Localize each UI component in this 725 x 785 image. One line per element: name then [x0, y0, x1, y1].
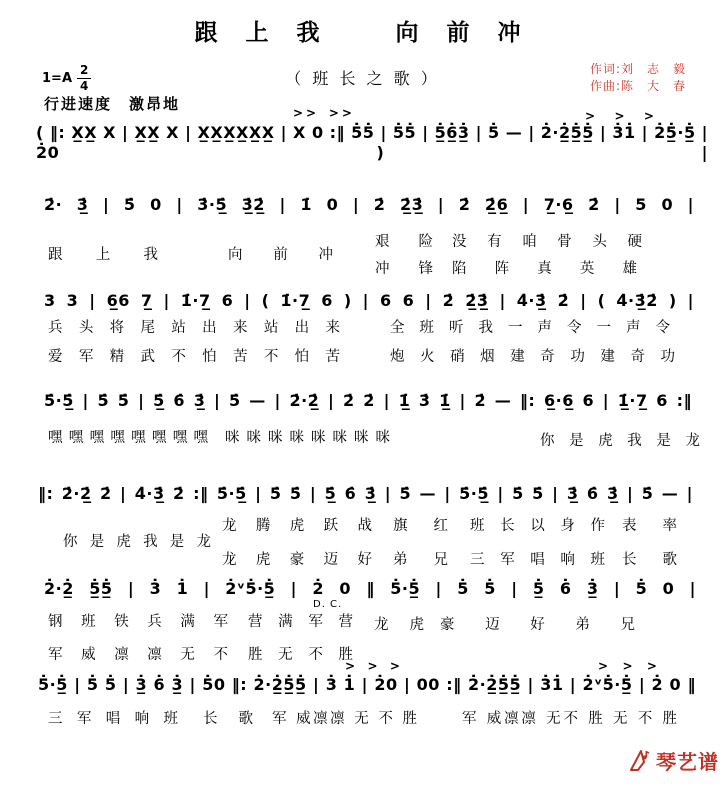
- lyric-segment: 班 长 以 身 作: [470, 518, 605, 534]
- composer-credit: 作曲:陈 大 春: [590, 79, 687, 93]
- accent-marks: > > >: [345, 659, 403, 673]
- lyric-segment: 豪 迈 好 弟 兄: [440, 617, 635, 633]
- time-signature-numerator: 2: [77, 64, 91, 79]
- lyric-segment: 表 率: [622, 518, 677, 534]
- key-label: 1=A: [42, 71, 72, 86]
- notation-line-4: 5̇·5̲̇ | 5̇ 5̇ | 5̲̇ 6̇ 3̲̇ | 5̇ — | 2̇·2̲̇ | 2̇ 2̇ | 1̲̇ 3̇ 1̲̇ | 2̇ — ‖: 6̲·6̲ 6 | 1̲̇·7̲ 6 :‖: [44, 391, 692, 410]
- qinyipu-logo-icon: [628, 749, 654, 773]
- notation-line-7: 5̇·5̲̇ | 5̇ 5̇ | 3̲̇ 6̇ 3̲̇ | 5̇0 ‖: 2̇·2̲̇5̲̇5̲̇ | 3̇ 1̇ | 2̇0 | 00 :‖ 2̇·2̲̇5̲̇5̲̇ | 3̇1̇ | 2̇ᵛ5̇·5̲̇ | 2̇ 0 ‖: [38, 675, 696, 694]
- accent-marks: >> >>: [293, 106, 355, 120]
- watermark-text: 琴艺谱: [656, 750, 719, 774]
- lyric-segment: 你 是 虎 我 是 龙: [63, 534, 211, 550]
- lyric-segment: 没 有 咱 骨 头 硬: [452, 234, 642, 250]
- lyric-segment: 军 威 凛 凛 无 不: [48, 647, 228, 663]
- lyric-segment: 爱 军 精 武 不 怕 苦 不 怕 苦: [48, 349, 340, 365]
- lyric-segment: 嘿 嘿 嘿 嘿 嘿 嘿 嘿 嘿: [48, 430, 208, 446]
- credits-block: [590, 61, 686, 95]
- lyric-segment: 旗 红: [393, 518, 448, 534]
- lyric-segment: 全 班 听 我 一 声 令 一 声 令: [390, 320, 670, 336]
- lyric-segment: 艰 险: [375, 234, 433, 250]
- lyric-segment: 你 是 虎 我 是 龙: [540, 433, 700, 449]
- lyric-segment: 兵 头 将 尾 站 出 来 站 出 来: [48, 320, 340, 336]
- song-title: 跟 上 我 向 前 冲: [194, 20, 531, 46]
- notation-line-6: 2̇·2̲̇ 5̲̇5̲̇ | 3̇ 1̇ | 2̇ᵛ5̇·5̲̇ | 2̇ 0 ‖ 5̇·5̲̇ | 5̇ 5̇ | 5̲̇ 6̇ 3̲̇ | 5̇ 0 |: [44, 579, 696, 598]
- lyric-segment: 炮 火 硝 烟 建 奇 功 建 奇 功: [390, 349, 675, 365]
- da-capo-marking: D. C.: [313, 599, 343, 610]
- lyric-segment: 陷 阵 真 英 雄: [452, 261, 637, 277]
- lyric-segment: 长 歌: [622, 552, 677, 568]
- tempo-marking: 行进速度 激昂地: [44, 95, 181, 113]
- notation-line-5: ‖: 2̇·2̲̇ 2̇ | 4̇·3̲̇ 2̇ :‖ 5̇·5̲̇ | 5̇ 5̇ | 5̲̇ 6̇ 3̲̇ | 5̇ — | 5̇·5̲̇ | 5̇ 5̇ | 3̲̇ 6̇ 3̲̇ | 5̇ — |: [38, 484, 693, 503]
- notation-line-3: 3 3 | 6̲6 7̲ | 1̇·7̲ 6 | ( 1̇·7̲ 6 ) | 6 6 | 2̇ 2̲̇3̲̇ | 4̇·3̲̇ 2̇ | ( 4̇·3̲̇2̇ ) |: [44, 291, 694, 310]
- lyric-segment: 胜 无 不 胜: [248, 647, 353, 663]
- notation-line-2: 2̇· 3̲̇ | 5̇ 0 | 3̇·5̲̇ 3̲̇2̲̇ | 1̇ 0 | 2̇ 2̲̇3̲̇ | 2̇ 2̲̇6̲ | 7̲·6̲ 2̇ | 5 0 |: [44, 195, 694, 214]
- lyric-segment: 三 军 唱 响 班: [48, 711, 178, 727]
- lyric-segment: 钢 班 铁 兵 满 军: [48, 614, 228, 630]
- lyric-segment: 三 军 唱 响 班: [470, 552, 605, 568]
- lyric-segment: 咪 咪 咪 咪 咪 咪 咪 咪: [225, 430, 390, 446]
- lyricist-credit: 作词:刘 志 毅: [590, 62, 687, 76]
- notation-line-1: ( ‖: X̲X̲ X | X̲X̲ X | X̲X̲X̲X̲X̲X̲ | X 0 :‖ 5̇5̇ | 5̇5̇ | 5̲̇6̲̇3̲̇ | 5̇ — | 2̇·2̲̇5̲̇5̲̇ | 3̇1̇ | 2̇5̲̇·5̲̇ | 2̇0 ) |: [36, 123, 708, 162]
- lyric-segment: 向 前 冲: [228, 247, 333, 263]
- lyric-segment: 军 威凛凛 无 不 胜: [272, 711, 417, 727]
- song-subtitle: （ 班 长 之 歌 ）: [285, 69, 440, 88]
- lyric-segment: 军 威凛凛 无不 胜 无 不 胜: [462, 711, 677, 727]
- lyric-segment: 龙 虎: [374, 617, 424, 633]
- lyric-segment: 龙 虎 豪 迈 好: [222, 552, 372, 568]
- lyric-segment: 弟 兄: [393, 552, 448, 568]
- lyric-segment: 跟 上 我: [48, 247, 158, 263]
- accent-marks: > > >: [585, 109, 657, 123]
- lyric-segment: 营 满 军 营: [248, 614, 353, 630]
- lyric-segment: 长 歌: [203, 711, 253, 727]
- accent-marks: > > >: [598, 659, 660, 673]
- time-signature-denominator: 4: [80, 79, 89, 93]
- publisher-watermark: [628, 746, 719, 775]
- lyric-segment: 龙 腾 虎 跃 战: [222, 518, 372, 534]
- lyric-segment: 冲 锋: [375, 261, 433, 277]
